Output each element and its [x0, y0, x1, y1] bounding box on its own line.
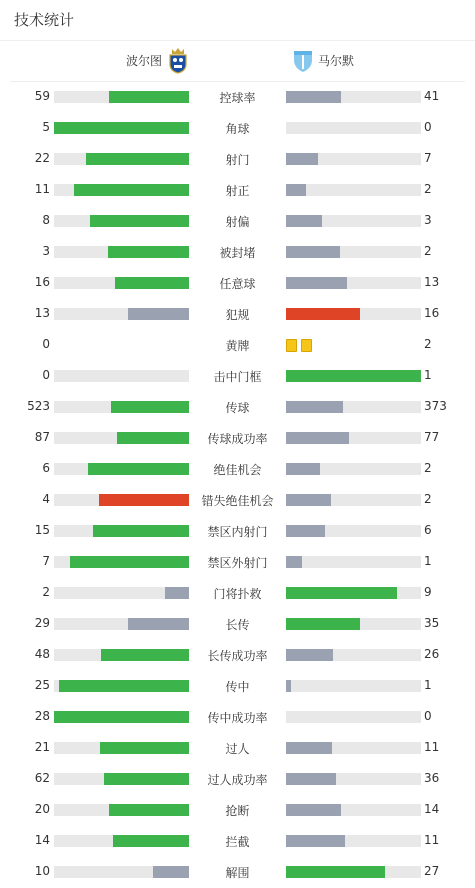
home-stat-bar-fill	[104, 773, 189, 785]
stat-label: 黄牌	[225, 339, 250, 353]
home-stat-bar	[54, 773, 189, 785]
home-stat-bar	[54, 308, 189, 320]
stat-label: 错失绝佳机会	[201, 494, 274, 508]
away-stat-bar-fill	[286, 277, 347, 289]
stat-row	[0, 236, 475, 267]
away-stat-bar	[286, 680, 421, 692]
home-stat-bar-fill	[109, 91, 189, 103]
home-stat-bar-fill	[111, 401, 189, 413]
home-stat-bar-fill	[99, 494, 189, 506]
away-stat-value: 2	[424, 492, 432, 506]
home-stat-bar-fill	[113, 835, 189, 847]
home-stat-bar-fill	[88, 463, 189, 475]
home-stat-bar-fill	[153, 866, 189, 878]
away-stat-value: 2	[424, 244, 432, 258]
stat-row	[0, 267, 475, 298]
stat-label: 抢断	[225, 804, 250, 818]
away-stat-bar	[286, 184, 421, 196]
away-stat-bar-fill	[286, 680, 291, 692]
away-stat-bar	[286, 153, 421, 165]
away-stat-bar-fill	[286, 308, 360, 320]
away-stat-bar-fill	[286, 432, 349, 444]
away-stat-value: 35	[424, 616, 440, 630]
away-stat-bar-fill	[286, 525, 325, 537]
stat-row	[0, 391, 475, 422]
away-stat-bar	[286, 711, 421, 723]
stat-label: 长传	[225, 618, 250, 632]
stat-row	[0, 763, 475, 794]
stat-label: 过人	[225, 742, 250, 756]
away-stat-value: 7	[424, 151, 432, 165]
stat-row	[0, 732, 475, 763]
home-stat-bar	[54, 804, 189, 816]
away-stat-bar	[286, 804, 421, 816]
away-stat-bar	[286, 215, 421, 227]
stat-label: 禁区外射门	[207, 556, 268, 570]
away-stat-value: 9	[424, 585, 432, 599]
stat-label: 绝佳机会	[213, 463, 262, 477]
home-stat-bar	[54, 246, 189, 258]
away-stat-bar	[286, 587, 421, 599]
home-stat-value: 6	[42, 461, 50, 475]
home-stat-bar-fill	[70, 556, 189, 568]
divider	[0, 40, 475, 41]
away-stat-bar	[286, 742, 421, 754]
away-stat-bar-fill	[286, 556, 302, 568]
home-stat-bar-fill	[90, 215, 189, 227]
stat-label: 门将扑救	[213, 587, 262, 601]
away-stat-value: 27	[424, 864, 440, 878]
away-stat-value: 2	[424, 461, 432, 475]
home-stat-bar-fill	[93, 525, 189, 537]
stat-label: 过人成功率	[207, 773, 268, 787]
away-stat-value: 36	[424, 771, 440, 785]
home-stat-value: 87	[34, 430, 50, 444]
home-stat-value: 22	[34, 151, 50, 165]
yellow-card-icon	[301, 339, 312, 352]
home-stat-value: 3	[42, 244, 50, 258]
stat-label: 控球率	[219, 91, 256, 105]
home-stat-value: 20	[34, 802, 50, 816]
home-stat-value: 13	[34, 306, 50, 320]
away-stat-value: 3	[424, 213, 432, 227]
home-stat-value: 5	[42, 120, 50, 134]
home-stat-value: 29	[34, 616, 50, 630]
away-stat-value: 2	[424, 182, 432, 196]
home-stat-bar	[54, 494, 189, 506]
away-stat-bar-fill	[286, 184, 306, 196]
away-stat-bar-fill	[286, 742, 332, 754]
stat-label: 传中	[225, 680, 250, 694]
home-stat-value: 523	[27, 399, 50, 413]
stat-label: 犯规	[225, 308, 250, 322]
home-stat-bar	[54, 556, 189, 568]
home-stat-bar-fill	[128, 308, 189, 320]
away-stat-bar-fill	[286, 866, 385, 878]
stat-row	[0, 174, 475, 205]
home-stat-bar-fill	[165, 587, 189, 599]
home-stat-value: 28	[34, 709, 50, 723]
home-stat-bar	[54, 618, 189, 630]
away-stat-value: 2	[424, 337, 432, 351]
stat-row	[0, 546, 475, 577]
home-stat-bar-fill	[54, 711, 189, 723]
home-stat-bar	[54, 463, 189, 475]
home-team-name[interactable]: 波尔图	[126, 54, 163, 68]
home-stat-value: 10	[34, 864, 50, 878]
stat-row	[0, 484, 475, 515]
stat-label: 传中成功率	[207, 711, 268, 725]
stat-label: 传球	[225, 401, 250, 415]
away-stat-bar	[286, 91, 421, 103]
away-stat-bar	[286, 556, 421, 568]
stat-row	[0, 577, 475, 608]
stat-label: 射门	[225, 153, 250, 167]
away-yellow-cards	[286, 339, 316, 358]
away-stat-bar-fill	[286, 649, 333, 661]
away-stat-bar-fill	[286, 618, 360, 630]
home-stat-value: 8	[42, 213, 50, 227]
away-stat-bar	[286, 649, 421, 661]
home-stat-bar-fill	[101, 649, 189, 661]
stat-label: 解围	[225, 866, 250, 880]
away-stat-bar	[286, 525, 421, 537]
home-stat-bar	[54, 649, 189, 661]
away-stat-value: 11	[424, 833, 440, 847]
away-stat-bar	[286, 835, 421, 847]
away-stat-bar-fill	[286, 773, 336, 785]
stat-label: 传球成功率	[207, 432, 268, 446]
home-stat-bar	[54, 587, 189, 599]
stat-row	[0, 794, 475, 825]
home-stat-bar-fill	[115, 277, 189, 289]
away-stat-value: 16	[424, 306, 440, 320]
home-stat-value: 4	[42, 492, 50, 506]
stat-label: 射正	[225, 184, 250, 198]
stat-label: 射偏	[225, 215, 250, 229]
stat-row	[0, 298, 475, 329]
away-stat-bar	[286, 432, 421, 444]
away-stat-bar-fill	[286, 835, 345, 847]
stat-row	[0, 515, 475, 546]
away-stat-bar-fill	[286, 91, 341, 103]
away-stat-value: 373	[424, 399, 447, 413]
home-stat-value: 2	[42, 585, 50, 599]
away-stat-value: 11	[424, 740, 440, 754]
home-stat-bar	[54, 680, 189, 692]
yellow-card-icon	[286, 339, 297, 352]
stat-row	[0, 422, 475, 453]
stat-row	[0, 453, 475, 484]
away-stat-value: 0	[424, 120, 432, 134]
home-stat-value: 21	[34, 740, 50, 754]
home-stat-bar-fill	[86, 153, 189, 165]
away-stat-bar	[286, 773, 421, 785]
home-stat-value: 0	[42, 337, 50, 351]
away-stat-bar-fill	[286, 246, 340, 258]
home-stat-bar-fill	[74, 184, 189, 196]
home-stat-bar	[54, 370, 189, 382]
away-team-crest-icon[interactable]	[292, 48, 314, 74]
stat-row	[0, 81, 475, 112]
stat-label: 禁区内射门	[207, 525, 268, 539]
away-stat-bar	[286, 494, 421, 506]
away-team-name[interactable]: 马尔默	[318, 54, 355, 68]
stat-row	[0, 143, 475, 174]
away-stat-value: 6	[424, 523, 432, 537]
home-team-crest-icon[interactable]	[167, 47, 189, 74]
home-stat-value: 14	[34, 833, 50, 847]
stat-row	[0, 112, 475, 143]
home-stat-bar	[54, 835, 189, 847]
stat-row	[0, 701, 475, 732]
stat-row	[0, 205, 475, 236]
stat-row	[0, 360, 475, 391]
away-stat-value: 41	[424, 89, 440, 103]
away-stat-bar	[286, 370, 421, 382]
home-stat-bar	[54, 866, 189, 878]
away-stat-value: 1	[424, 554, 432, 568]
stat-label: 任意球	[219, 277, 256, 291]
home-stat-value: 7	[42, 554, 50, 568]
home-stat-bar-fill	[100, 742, 189, 754]
away-stat-bar	[286, 122, 421, 134]
home-stat-bar	[54, 742, 189, 754]
away-stat-bar	[286, 246, 421, 258]
home-stat-bar	[54, 184, 189, 196]
home-stat-value: 25	[34, 678, 50, 692]
away-stat-value: 77	[424, 430, 440, 444]
home-stat-bar	[54, 432, 189, 444]
away-stat-bar-fill	[286, 153, 318, 165]
away-stat-bar-fill	[286, 804, 341, 816]
away-stat-bar-fill	[286, 215, 322, 227]
away-stat-bar	[286, 308, 421, 320]
away-stat-bar-fill	[286, 401, 343, 413]
home-stat-value: 0	[42, 368, 50, 382]
stat-label: 被封堵	[219, 246, 256, 260]
home-stat-bar-fill	[117, 432, 189, 444]
stat-label: 角球	[225, 122, 250, 136]
stat-label: 长传成功率	[207, 649, 268, 663]
away-stat-bar-fill	[286, 587, 397, 599]
away-stat-bar-fill	[286, 463, 320, 475]
stat-label: 击中门框	[213, 370, 262, 384]
away-stat-value: 1	[424, 368, 432, 382]
stat-row	[0, 856, 475, 887]
away-stat-bar	[286, 866, 421, 878]
stats-list	[0, 81, 475, 887]
away-stat-value: 0	[424, 709, 432, 723]
away-stat-value: 1	[424, 678, 432, 692]
stat-row	[0, 329, 475, 360]
stat-row	[0, 670, 475, 701]
home-stat-bar	[54, 401, 189, 413]
home-stat-bar	[54, 215, 189, 227]
home-stat-bar-fill	[109, 804, 189, 816]
stat-label: 拦截	[225, 835, 250, 849]
away-stat-value: 13	[424, 275, 440, 289]
home-stat-value: 48	[34, 647, 50, 661]
home-stat-value: 59	[34, 89, 50, 103]
away-stat-bar	[286, 463, 421, 475]
away-stat-bar	[286, 618, 421, 630]
home-stat-bar	[54, 711, 189, 723]
away-stat-bar-fill	[286, 370, 421, 382]
home-stat-bar-fill	[128, 618, 189, 630]
home-stat-value: 15	[34, 523, 50, 537]
home-stat-value: 16	[34, 275, 50, 289]
home-stat-bar	[54, 91, 189, 103]
home-stat-bar-fill	[54, 122, 189, 134]
home-stat-bar-fill	[108, 246, 189, 258]
away-stat-bar	[286, 401, 421, 413]
home-stat-bar	[54, 525, 189, 537]
home-stat-value: 11	[34, 182, 50, 196]
away-stat-bar	[286, 277, 421, 289]
away-stat-value: 26	[424, 647, 440, 661]
page-title: 技术统计	[14, 11, 75, 29]
away-stat-bar-fill	[286, 494, 331, 506]
home-stat-bar	[54, 122, 189, 134]
home-stat-bar-fill	[59, 680, 189, 692]
stat-row	[0, 608, 475, 639]
stat-row	[0, 639, 475, 670]
home-stat-bar	[54, 277, 189, 289]
away-stat-value: 14	[424, 802, 440, 816]
home-stat-value: 62	[34, 771, 50, 785]
home-stat-bar	[54, 153, 189, 165]
stat-row	[0, 825, 475, 856]
